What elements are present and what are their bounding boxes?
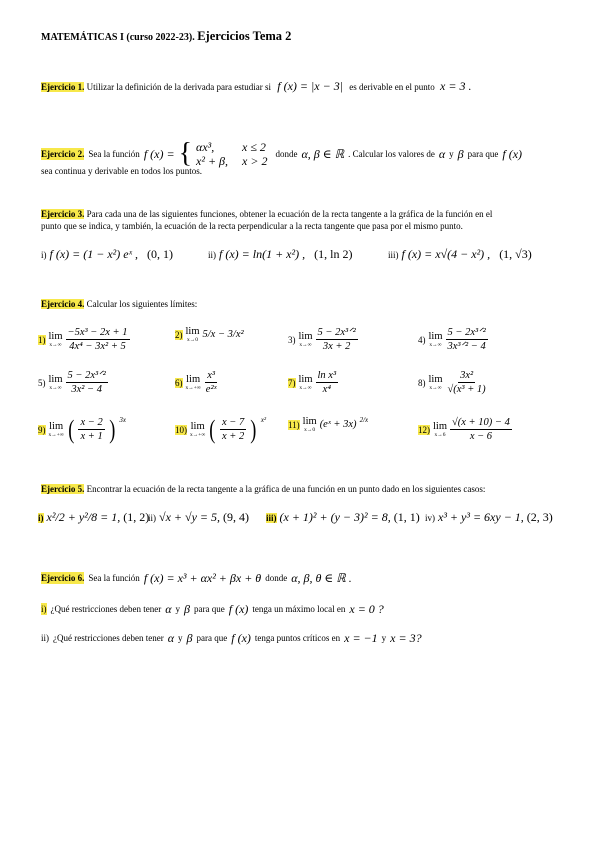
fraction [66,369,108,396]
exercise-1-label: Ejercicio 1. [41,82,85,92]
alpha-symbol: α [438,147,446,161]
question-text: tenga puntos críticos en [254,633,341,643]
limit-number: 5) [38,377,46,388]
limit-item [38,369,108,396]
exercise-4 [41,298,197,310]
fraction [204,369,219,396]
lim-subscript: x→+∞ [190,432,206,438]
exercise-4-label: Ejercicio 4. [41,299,85,309]
numerator: 3x² [460,370,474,381]
item-expression: (x + 1)² + (y − 3)² = 8, [279,510,391,524]
function-symbol: f (x) [228,602,249,616]
title-prefix: MATEMÁTICAS I (curso 2022-23). [41,32,195,43]
function-symbol: f (x) [231,631,251,645]
lim-text: lim [433,421,448,432]
item-point: (1, 1) [393,510,420,524]
title-main: Ejercicios Tema 2 [197,29,292,43]
exercise-5-item [266,510,420,525]
limit-item [418,416,512,443]
numerator: ln x³ [317,370,337,381]
lim-text: lim [185,326,200,337]
denominator: x⁴ [322,384,331,395]
exercise-4-text: Calcular los siguientes límites: [86,299,198,309]
alpha-symbol: α [167,631,175,645]
item-number: i) [38,512,44,523]
lim-subscript: x→∞ [429,342,442,348]
limit-item [175,326,244,343]
exercise-3-item [41,247,173,262]
exponent: x² [260,416,267,424]
limit-item [175,369,219,396]
denominator: x + 2 [221,431,245,442]
exercise-2-text: Sea la función [88,149,140,159]
fraction [78,416,104,443]
denominator: √(x³ + 1) [447,384,486,395]
limit-number: 2) [175,329,183,340]
right-paren: ) [109,414,116,444]
exercise-3-label: Ejercicio 3. [41,209,85,219]
denominator: e²ˣ [205,384,217,395]
lim-subscript: x→∞ [429,385,442,391]
limit-number: 8) [418,377,426,388]
limit-item [38,416,126,443]
lim-text: lim [190,421,205,432]
item-point: (0, 1) [146,247,173,261]
question-text: ¿Qué restricciones deben tener [53,633,164,643]
lim-text: lim [428,374,443,385]
limit-number: 1) [38,334,46,345]
denominator: 4x⁴ − 3x² + 5 [69,341,126,352]
question-number: i) [41,604,47,614]
item-expression: f (x) = (1 − x²) eˣ , [49,247,138,261]
conjunction: y [175,604,181,614]
limit-operator [429,331,443,348]
denominator: x + 1 [80,431,103,442]
exercise-5-item [425,510,553,525]
question-point: x = −1 [344,631,378,645]
exercise-3-line2: punto que se indica, y también, la ecuación de la recta perpendicular a la recta tangente que pasa por el mismo punto. [41,221,463,231]
numerator: 5 − 2x³ᐟ² [317,327,356,338]
numerator: 5 − 2x³ᐟ² [447,327,486,338]
question-text: tenga un máximo local en [252,604,346,614]
expression: (eˣ + 3x) [319,419,357,430]
exercise-6-label: Ejercicio 6. [41,573,85,583]
lim-subscript: x→0 [304,427,316,433]
limit-number: 3) [288,334,296,345]
item-point: (9, 4) [223,510,250,524]
fraction [316,369,339,396]
exercise-6-where: donde [265,573,288,583]
exercise-6-params: α, β, θ ∈ ℝ . [291,571,352,585]
limit-item [175,416,266,443]
exercise-6-question-2 [41,632,422,644]
limit-item [418,326,488,353]
case-1-expr: αx³, [196,140,215,154]
item-point: (2, 3) [526,510,553,524]
limit-number: 9) [38,424,46,435]
item-number: iii) [388,249,399,260]
fraction [446,369,488,396]
limit-operator [299,374,313,391]
exercise-3-item [208,247,352,262]
lim-text: lim [186,374,201,385]
numerator: −5x³ − 2x + 1 [67,327,128,338]
exercise-2 [41,140,522,168]
exercise-6-question-1 [41,603,384,615]
limit-operator [299,331,313,348]
numerator: x³ [207,370,216,381]
denominator: 3x + 2 [322,341,351,352]
item-expression: √x + √y = 5, [159,510,221,524]
question-point: x = 3? [390,631,422,645]
fraction [316,326,358,353]
limit-operator [186,326,200,343]
lim-text: lim [302,416,317,427]
limit-operator [49,421,64,438]
exercise-2-text3: para que [467,149,499,159]
question-text: ¿Qué restricciones deben tener [50,604,162,614]
lim-subscript: x→0 [187,337,198,343]
limit-operator [429,374,443,391]
exercise-2-params: α, β ∈ ℝ [301,147,345,161]
exponent: 3x [119,416,126,424]
exercise-1-point: x = 3 . [440,79,472,93]
lim-subscript: x→∞ [299,385,312,391]
item-number: iii) [266,512,277,523]
lim-subscript: x→6 [434,432,446,438]
item-point: (1, √3) [499,247,532,261]
denominator: x − 6 [469,431,493,442]
piecewise-brace: { [178,138,193,169]
lim-text: lim [48,331,63,342]
question-number: ii) [41,633,49,643]
numerator: x − 7 [221,417,245,428]
limit-item [288,416,368,433]
exercise-1-text2: es derivable en el punto [349,82,435,92]
exercise-2-line2: sea continua y derivable en todos los puntos. [41,166,202,176]
item-number: i) [41,249,47,260]
limit-number: 4) [418,334,426,345]
exercise-3 [41,208,492,220]
fraction [450,416,512,443]
question-point: x = 0 ? [349,602,384,616]
numerator: x − 2 [80,417,103,428]
lim-subscript: x→+∞ [48,432,64,438]
limit-operator [303,416,317,433]
exercise-2-fx-end: f (x) [502,147,523,161]
exponent: 2/x [359,416,369,424]
lim-subscript: x→∞ [49,342,62,348]
exercise-1 [41,80,471,93]
conjunction: y [178,633,183,643]
case-2-expr: x² + β, [196,154,229,168]
limit-number: 6) [175,377,183,388]
lim-text: lim [298,374,313,385]
fraction [66,326,130,353]
case-2-cond: x > 2 [242,154,268,168]
exercise-5 [41,483,485,495]
left-paren: ( [68,414,75,444]
limit-item [38,326,130,353]
limit-operator [49,331,63,348]
lim-text: lim [48,374,63,385]
limit-operator [186,374,201,391]
page-title [41,29,291,44]
exercise-1-text: Utilizar la definición de la derivada para estudiar si [86,82,271,92]
fraction [446,326,488,353]
exercise-2-text2: . Calcular los valores de [348,149,435,159]
question-text: para que [194,604,225,614]
exercise-5-label: Ejercicio 5. [41,484,85,494]
item-expression: x²/2 + y²/8 = 1, [46,510,121,524]
beta-symbol: β [184,602,190,616]
limit-item [418,369,488,396]
exercise-2-label: Ejercicio 2. [41,149,85,159]
limit-number: 11) [288,419,300,430]
exercise-5-item [148,510,249,525]
limit-number: 10) [175,424,187,435]
exercise-1-function: f (x) = |x − 3| [277,79,344,93]
exercise-2-and: y [449,149,454,159]
limit-number: 7) [288,377,296,388]
numerator: √(x + 10) − 4 [452,417,510,428]
denominator: 3x³ᐟ² − 4 [447,341,486,352]
piecewise-cases [196,141,267,167]
exercise-5-text: Encontrar la ecuación de la recta tangente a la gráfica de una función en un punto dado en los siguientes casos: [86,484,486,494]
item-point: (1, 2) [123,510,150,524]
item-number: ii) [148,512,156,523]
case-1-cond: x ≤ 2 [242,140,266,154]
limit-operator [49,374,63,391]
item-point: (1, ln 2) [314,247,353,261]
lim-text: lim [298,331,313,342]
denominator: 3x² − 4 [71,384,102,395]
exercise-3-text: Para cada una de las siguientes funciones, obtener la ecuación de la recta tangente a la gráfica de la función en el [86,209,493,219]
left-paren: ( [209,414,216,444]
item-expression: x³ + y³ = 6xy − 1, [438,510,524,524]
exercise-2-fx: f (x) = [143,147,175,161]
limit-number: 12) [418,424,430,435]
item-expression: f (x) = x√(4 − x²) , [401,247,491,261]
exercise-6 [41,572,352,584]
lim-text: lim [428,331,443,342]
exercise-3-item [388,247,532,262]
lim-subscript: x→∞ [299,342,312,348]
limit-item [288,369,338,396]
fraction [220,416,246,443]
numerator: 5 − 2x³ᐟ² [67,370,106,381]
lim-subscript: x→+∞ [185,385,201,391]
limit-operator [433,421,447,438]
exercise-6-text: Sea la función [88,573,140,583]
expression: 5/x − 3/x² [202,329,244,340]
question-text: para que [196,633,228,643]
alpha-symbol: α [165,602,172,616]
exercise-6-function: f (x) = x³ + αx² + βx + θ [143,571,262,585]
limit-item [288,326,358,353]
beta-symbol: β [457,147,464,161]
conjunction: y [381,633,387,643]
item-expression: f (x) = ln(1 + x²) , [219,247,306,261]
limit-operator [190,421,205,438]
item-number: ii) [208,249,216,260]
item-number: iv) [425,512,435,523]
exercise-2-where: donde [275,149,298,159]
lim-text: lim [49,421,64,432]
beta-symbol: β [186,631,193,645]
lim-subscript: x→∞ [49,385,62,391]
right-paren: ) [250,414,257,444]
exercise-5-item [38,510,149,525]
